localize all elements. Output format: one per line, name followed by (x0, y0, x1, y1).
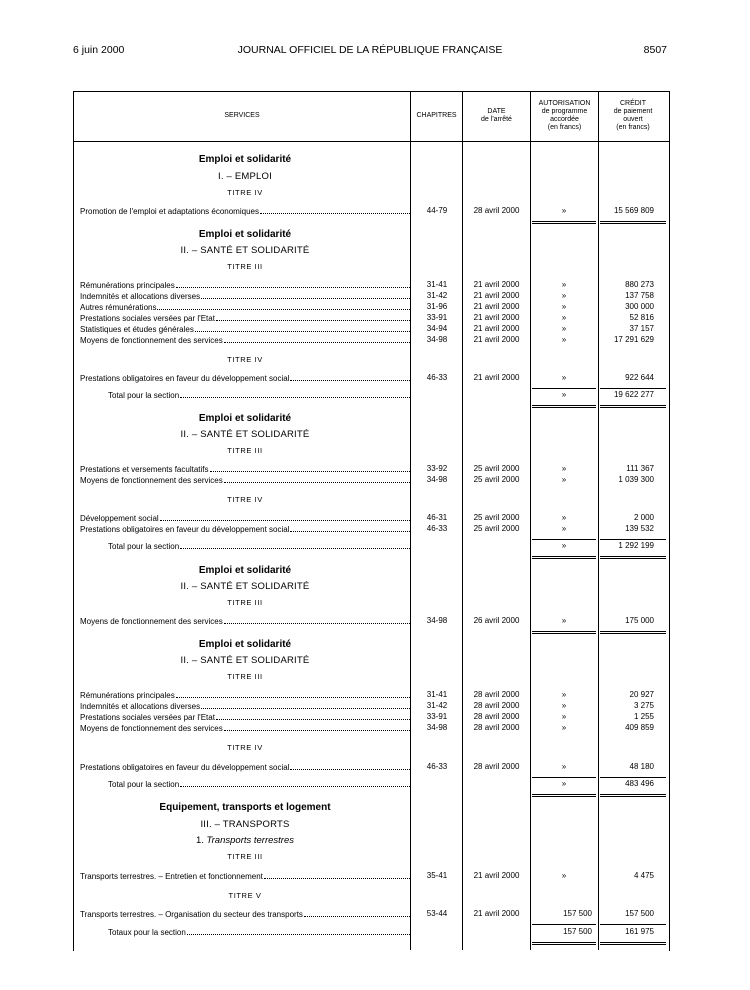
header-journal-title: JOURNAL OFFICIEL DE LA RÉPUBLIQUE FRANÇAISE (237, 44, 503, 56)
line-item (80, 302, 410, 313)
amount-rule (600, 558, 666, 559)
dot-leader (201, 291, 410, 299)
line-item (80, 513, 410, 524)
autorisation-cell: » (561, 302, 567, 311)
line-item (80, 871, 410, 882)
heading-ministry: Emploi et solidarité (198, 229, 292, 240)
line-item-label: Développement social (80, 514, 159, 523)
section-total-label: Total pour la section (108, 542, 180, 551)
autorisation-cell: » (561, 291, 567, 300)
credit-cell: 157 500 (625, 909, 654, 918)
chapitre-cell: 34-98 (426, 616, 448, 625)
amount-rule (532, 405, 596, 406)
column-header-chapitres (411, 96, 462, 136)
heading-titre: TITRE III (227, 446, 263, 455)
chapitre-cell: 34-94 (426, 324, 448, 333)
credit-cell: 52 816 (629, 313, 654, 322)
credit-cell: 37 157 (629, 324, 654, 333)
credit-cell: 4 475 (633, 871, 654, 880)
date-cell: 21 avril 2000 (473, 324, 520, 333)
heading-titre: TITRE IV (227, 355, 263, 364)
date-cell: 21 avril 2000 (473, 335, 520, 344)
heading-section: II. – SANTÉ ET SOLIDARITÉ (180, 581, 310, 592)
heading-titre: TITRE V (228, 891, 262, 900)
date-cell: 25 avril 2000 (473, 475, 520, 484)
date-cell: 21 avril 2000 (473, 373, 520, 382)
column-header-services-text: SERVICES (224, 112, 260, 119)
date-cell: 28 avril 2000 (473, 690, 520, 699)
amount-rule (532, 924, 596, 925)
date-cell: 26 avril 2000 (473, 616, 520, 625)
autorisation-cell: » (561, 701, 567, 710)
section-total-row (108, 390, 410, 401)
line-item-label: Moyens de fonctionnement des services (80, 617, 223, 626)
autorisation-cell: » (561, 712, 567, 721)
amount-rule (600, 223, 666, 224)
column-header-autorisation-line: accordée (550, 116, 579, 123)
amount-rule (532, 777, 596, 778)
dot-leader (176, 280, 410, 288)
line-item (80, 524, 410, 535)
line-item (80, 762, 410, 773)
dot-leader (224, 723, 410, 731)
amount-rule (600, 942, 666, 943)
line-item-label: Prestations sociales versées par l'Etat (80, 713, 215, 722)
line-item (80, 280, 410, 291)
chapitre-cell: 35-41 (426, 871, 448, 880)
credit-cell: 175 000 (625, 616, 654, 625)
section-total-label: Totaux pour la section (108, 928, 186, 937)
date-cell: 21 avril 2000 (473, 291, 520, 300)
date-cell: 21 avril 2000 (473, 313, 520, 322)
subheading-number: 1. (195, 835, 207, 846)
section-total-credit: 19 622 277 (613, 390, 654, 399)
line-item-label: Promotion de l'emploi et adaptations économiques (80, 207, 259, 216)
column-header-chapitres-text: CHAPITRES (416, 112, 457, 119)
heading-titre: TITRE IV (227, 188, 263, 197)
line-item-label: Prestations obligatoires en faveur du développement social (80, 374, 290, 383)
amount-rule (532, 794, 596, 795)
autorisation-cell: » (561, 762, 567, 771)
chapitre-cell: 31-41 (426, 690, 448, 699)
date-cell: 21 avril 2000 (473, 280, 520, 289)
amount-rule (532, 407, 596, 408)
header-page-number: 8507 (643, 44, 667, 56)
amount-rule (532, 944, 596, 945)
heading-titre: TITRE III (227, 262, 263, 271)
heading-section: I. – EMPLOI (218, 171, 272, 182)
line-item-label: Moyens de fonctionnement des services (80, 336, 223, 345)
autorisation-cell: » (561, 464, 567, 473)
section-total-autorisation: 157 500 (563, 927, 592, 936)
amount-rule (600, 221, 666, 222)
chapitre-cell: 46-33 (426, 373, 448, 382)
chapitre-cell: 33-92 (426, 464, 448, 473)
amount-rule (532, 558, 596, 559)
column-header-date-line: DATE (487, 108, 506, 115)
heading-section: III. – TRANSPORTS (200, 819, 290, 830)
date-cell: 21 avril 2000 (473, 871, 520, 880)
line-item-label: Statistiques et études générales (80, 325, 194, 334)
autorisation-cell: » (561, 313, 567, 322)
amount-rule (600, 796, 666, 797)
credit-cell: 1 255 (633, 712, 654, 721)
line-item-label: Indemnités et allocations diverses (80, 292, 201, 301)
date-cell: 25 avril 2000 (473, 513, 520, 522)
dot-leader (290, 762, 410, 770)
column-header-autorisation-line: AUTORISATION (538, 100, 591, 107)
dot-leader (224, 475, 410, 483)
amount-rule (600, 405, 666, 406)
column-divider (410, 91, 411, 950)
credit-cell: 137 758 (625, 291, 654, 300)
column-header-credit-line: de paiement (613, 108, 653, 115)
section-total-label: Total pour la section (108, 780, 180, 789)
date-cell: 25 avril 2000 (473, 524, 520, 533)
autorisation-cell: » (561, 723, 567, 732)
line-item-label: Rémunérations principales (80, 281, 175, 290)
credit-cell: 3 275 (633, 701, 654, 710)
chapitre-cell: 46-31 (426, 513, 448, 522)
line-item (80, 616, 410, 627)
dot-leader (160, 513, 410, 521)
line-item (80, 690, 410, 701)
heading-ministry: Emploi et solidarité (198, 413, 292, 424)
amount-rule (600, 407, 666, 408)
chapitre-cell: 33-91 (426, 313, 448, 322)
credit-cell: 409 859 (625, 723, 654, 732)
line-item (80, 335, 410, 346)
credit-cell: 17 291 629 (613, 335, 654, 344)
column-header-credit-line: CRÉDIT (619, 100, 647, 107)
column-header-autorisation (531, 96, 598, 136)
autorisation-cell: » (561, 690, 567, 699)
amount-rule (532, 221, 596, 222)
line-item (80, 475, 410, 486)
subheading-title: Transports terrestres (206, 835, 295, 846)
line-item (80, 291, 410, 302)
dot-leader (187, 927, 410, 935)
dot-leader (290, 373, 410, 381)
date-cell: 21 avril 2000 (473, 302, 520, 311)
chapitre-cell: 31-96 (426, 302, 448, 311)
dot-leader (180, 541, 410, 549)
dot-leader (201, 701, 410, 709)
autorisation-cell: » (561, 513, 567, 522)
line-item (80, 909, 410, 920)
chapitre-cell: 34-98 (426, 723, 448, 732)
header-rule (73, 141, 669, 142)
amount-rule (600, 924, 666, 925)
dot-leader (264, 871, 410, 879)
column-header-credit-line: (en francs) (616, 124, 650, 131)
credit-cell: 111 367 (626, 464, 654, 473)
autorisation-cell: » (561, 335, 567, 344)
chapitre-cell: 31-42 (426, 291, 448, 300)
heading-titre: TITRE III (227, 672, 263, 681)
autorisation-cell: » (561, 373, 567, 382)
autorisation-cell: 157 500 (563, 909, 592, 918)
dot-leader (260, 206, 410, 214)
line-item (80, 701, 410, 712)
autorisation-cell: » (561, 871, 567, 880)
autorisation-cell: » (561, 280, 567, 289)
chapitre-cell: 33-91 (426, 712, 448, 721)
heading-ministry: Emploi et solidarité (198, 565, 292, 576)
date-cell: 21 avril 2000 (473, 909, 520, 918)
amount-rule (600, 633, 666, 634)
dot-leader (224, 335, 410, 343)
line-item-label: Indemnités et allocations diverses (80, 702, 201, 711)
column-header-date-line: de l'arrêté (481, 116, 512, 123)
dot-leader (216, 313, 410, 321)
amount-rule (532, 539, 596, 540)
amount-rule (532, 633, 596, 634)
section-total-autorisation: » (561, 779, 567, 788)
autorisation-cell: » (561, 616, 567, 625)
amount-rule (532, 796, 596, 797)
amount-rule (600, 556, 666, 557)
line-item (80, 206, 410, 217)
line-item (80, 464, 410, 475)
credit-cell: 139 532 (625, 524, 654, 533)
heading-ministry: Equipement, transports et logement (159, 802, 331, 813)
line-item (80, 324, 410, 335)
amount-rule (532, 223, 596, 224)
line-item-label: Prestations et versements facultatifs (80, 465, 209, 474)
heading-section: II. – SANTÉ ET SOLIDARITÉ (180, 245, 310, 256)
dot-leader (210, 464, 411, 472)
line-item (80, 712, 410, 723)
amount-rule (532, 556, 596, 557)
autorisation-cell: » (561, 206, 567, 215)
amount-rule (532, 942, 596, 943)
line-item-label: Rémunérations principales (80, 691, 175, 700)
column-header-date (463, 96, 530, 136)
column-header-autorisation-line: de programme (541, 108, 588, 115)
date-cell: 28 avril 2000 (473, 701, 520, 710)
heading-section: II. – SANTÉ ET SOLIDARITÉ (180, 655, 310, 666)
autorisation-cell: » (561, 324, 567, 333)
line-item-label: Moyens de fonctionnement des services (80, 476, 223, 485)
heading-titre: TITRE III (227, 852, 263, 861)
amount-rule (600, 631, 666, 632)
chapitre-cell: 31-41 (426, 280, 448, 289)
heading-ministry: Emploi et solidarité (198, 154, 292, 165)
column-header-autorisation-line: (en francs) (547, 124, 582, 131)
chapitre-cell: 34-98 (426, 335, 448, 344)
column-header-credit-line: ouvert (623, 116, 643, 123)
amount-rule (600, 944, 666, 945)
dot-leader (224, 616, 410, 624)
heading-titre: TITRE IV (227, 495, 263, 504)
autorisation-cell: » (561, 524, 567, 533)
dot-leader (176, 690, 410, 698)
chapitre-cell: 46-33 (426, 524, 448, 533)
heading-sub (80, 835, 410, 846)
credit-cell: 1 039 300 (618, 475, 654, 484)
section-total-credit: 483 496 (625, 779, 654, 788)
dot-leader (195, 324, 410, 332)
credit-cell: 922 644 (625, 373, 654, 382)
dot-leader (180, 390, 410, 398)
heading-titre: TITRE III (227, 598, 263, 607)
header-date: 6 juin 2000 (73, 44, 125, 56)
section-total-row (108, 779, 410, 790)
line-item (80, 373, 410, 384)
column-header-credit (599, 96, 667, 136)
line-item (80, 313, 410, 324)
section-total-autorisation: » (561, 541, 567, 550)
line-item-label: Transports terrestres. – Entretien et fonctionnement (80, 872, 263, 881)
chapitre-cell: 44-79 (426, 206, 448, 215)
dot-leader (216, 712, 410, 720)
dot-leader (180, 779, 410, 787)
section-total-row (108, 927, 410, 938)
section-total-credit: 1 292 199 (618, 541, 654, 550)
amount-rule (600, 388, 666, 389)
date-cell: 28 avril 2000 (473, 712, 520, 721)
heading-ministry: Emploi et solidarité (198, 639, 292, 650)
date-cell: 28 avril 2000 (473, 206, 520, 215)
heading-titre: TITRE IV (227, 743, 263, 752)
credit-cell: 300 000 (625, 302, 654, 311)
chapitre-cell: 53-44 (426, 909, 448, 918)
credit-cell: 880 273 (625, 280, 654, 289)
heading-section: II. – SANTÉ ET SOLIDARITÉ (180, 429, 310, 440)
credit-cell: 15 569 809 (613, 206, 654, 215)
section-total-row (108, 541, 410, 552)
amount-rule (532, 388, 596, 389)
section-total-credit: 161 975 (625, 927, 654, 936)
date-cell: 28 avril 2000 (473, 723, 520, 732)
date-cell: 28 avril 2000 (473, 762, 520, 771)
date-cell: 25 avril 2000 (473, 464, 520, 473)
section-total-label: Total pour la section (108, 391, 180, 400)
amount-rule (600, 794, 666, 795)
line-item-label: Prestations obligatoires en faveur du développement social (80, 525, 290, 534)
dot-leader (290, 524, 410, 532)
amount-rule (532, 631, 596, 632)
chapitre-cell: 31-42 (426, 701, 448, 710)
credit-cell: 48 180 (629, 762, 654, 771)
section-total-autorisation: » (561, 390, 567, 399)
credit-cell: 2 000 (633, 513, 654, 522)
line-item-label: Moyens de fonctionnement des services (80, 724, 223, 733)
line-item (80, 723, 410, 734)
column-header-services (74, 96, 410, 136)
amount-rule (600, 777, 666, 778)
chapitre-cell: 46-33 (426, 762, 448, 771)
line-item-label: Prestations obligatoires en faveur du développement social (80, 763, 290, 772)
line-item-label: Autres rémunérations (80, 303, 157, 312)
autorisation-cell: » (561, 475, 567, 484)
amount-rule (600, 539, 666, 540)
chapitre-cell: 34-98 (426, 475, 448, 484)
line-item-label: Transports terrestres. – Organisation du secteur des transports (80, 910, 303, 919)
dot-leader (304, 909, 410, 917)
credit-cell: 20 927 (629, 690, 654, 699)
line-item-label: Prestations sociales versées par l'Etat (80, 314, 215, 323)
dot-leader (157, 302, 410, 310)
